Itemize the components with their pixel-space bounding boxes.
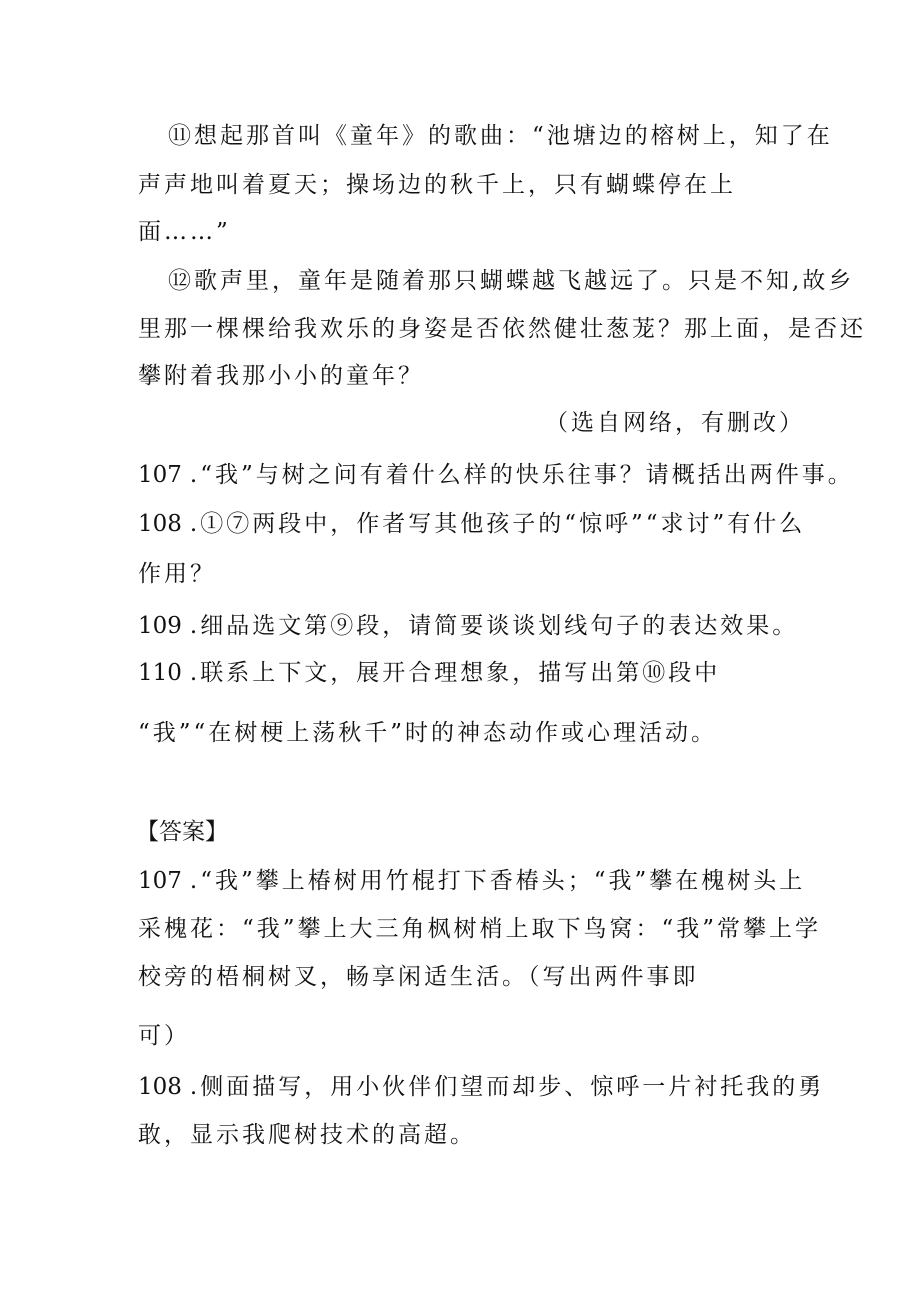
answer-text-continued: 采槐花：“我”攀上大三角枫树梢上取下鸟窝：“我”常攀上学 [138,916,822,942]
passage-line: 里那一棵棵给我欢乐的身姿是否依然健壮葱茏？那上面，是否还 [138,316,866,342]
question-text-continued: “我”“在树梗上荡秋千”时的神态动作或心理活动。 [138,720,718,746]
question-number: 109 [138,613,182,639]
question-text: .“我”与树之问有着什么样的快乐往事？请概括出两件事。 [189,462,854,488]
answer-number: 108 [138,1074,182,1100]
answer-text-continued: 校旁的梧桐树叉，畅享闲适生活。（写出两件事即 [138,964,699,990]
question-110 [138,654,720,687]
question-108 [138,505,805,538]
answer-text-continued: 敢，显示我爬树技术的高超。 [138,1122,476,1148]
answer-text: .“我”攀上椿树用竹棍打下香椿头；“我”攀在槐树头上 [189,868,806,894]
question-107 [138,456,854,489]
passage-line: ⑫歌声里，童年是随着那只蝴蝶越飞越远了。只是不知,故乡 [168,268,855,294]
answer-number: 107 [138,868,182,894]
answer-107 [138,862,805,895]
passage-line: 面……” [138,219,231,245]
question-number: 110 [138,660,182,686]
passage-line: 声声地叫着夏天；操场边的秋千上，只有蝴蝶停在上 [138,172,736,198]
question-109 [138,607,798,640]
passage-line: 攀附着我那小小的童年？ [138,363,424,389]
question-text: .联系上下文，展开合理想象，描写出第⑩段中 [189,660,721,686]
question-number: 107 [138,462,182,488]
question-text: .①⑦两段中，作者写其他孩子的“惊呼”“求讨”有什么 [189,511,806,537]
question-number: 108 [138,511,182,537]
question-text: .细品选文第⑨段，请简要谈谈划线句子的表达效果。 [189,613,799,639]
answer-text-continued: 可） [138,1023,190,1049]
answer-heading: 【答案】 [136,819,228,845]
answer-108 [138,1068,824,1101]
answer-text: .侧面描写，用小伙伴们望而却步、惊呼一片衬托我的勇 [189,1074,825,1100]
passage-line: ⑪想起那首叫《童年》的歌曲：“池塘边的榕树上，知了在 [168,123,833,149]
question-text-continued: 作用？ [138,561,216,587]
passage-source: （选自网络，有删改） [545,410,805,436]
